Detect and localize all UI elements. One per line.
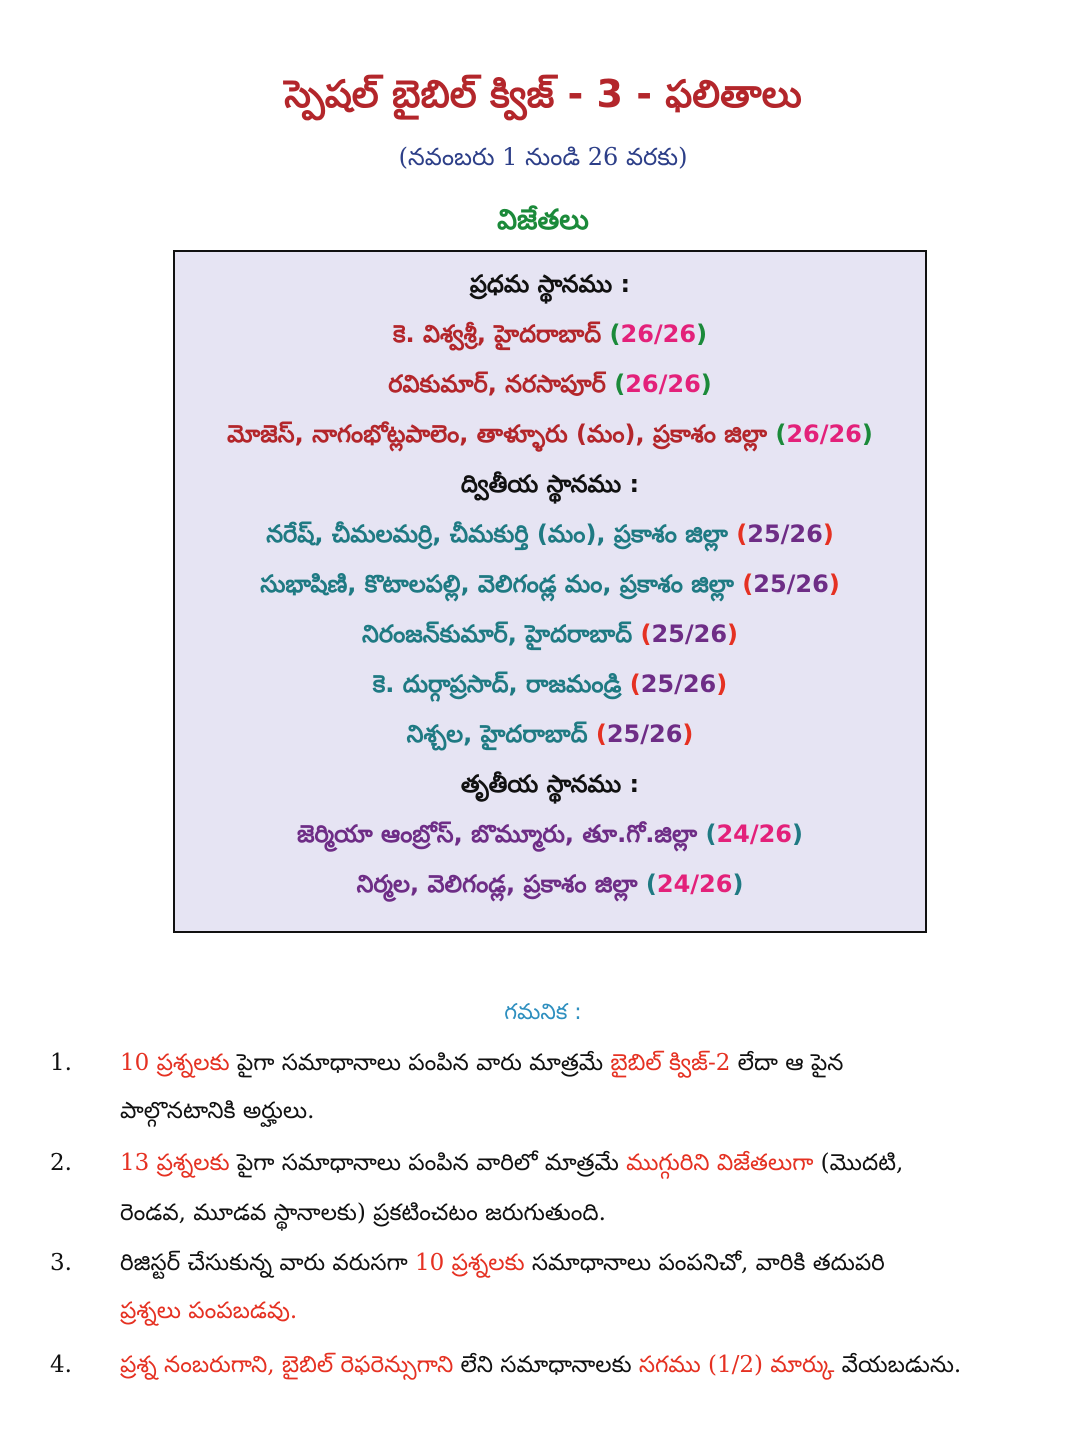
score-close-paren: ) — [696, 320, 708, 348]
winner-name: రవికుమార్, నరసాపూర్ — [388, 370, 606, 398]
score-open-paren: ( — [640, 620, 652, 648]
winner-row — [175, 820, 925, 854]
score-close-paren: ) — [727, 620, 739, 648]
note-highlight: 10 ప్రశ్నలకు — [415, 1250, 525, 1276]
second-place-label: ద్వితీయ స్థానము : — [460, 470, 640, 498]
score-close-paren: ) — [682, 720, 694, 748]
note-line: పాల్గొనటానికి అర్హులు. — [120, 1098, 315, 1124]
note-text: రిజిస్టర్ చేసుకున్న వారు వరుసగా — [120, 1250, 415, 1276]
winner-row — [175, 870, 925, 904]
winner-score: 26/26 — [786, 420, 862, 448]
note-text: సమాధానాలు పంపనిచో, వారికి తదుపరి — [524, 1250, 885, 1276]
note-line — [120, 1352, 961, 1384]
score-open-paren: ( — [595, 720, 607, 748]
winner-row — [175, 320, 925, 354]
winner-row — [175, 670, 925, 704]
winner-name: నిర్మల, వెలిగండ్ల, ప్రకాశం జిల్లా — [356, 870, 638, 898]
score-open-paren: ( — [645, 870, 657, 898]
score-open-paren: ( — [609, 320, 621, 348]
winner-row — [175, 720, 925, 754]
note-text: వేయబడును. — [834, 1352, 962, 1378]
score-open-paren: ( — [775, 420, 787, 448]
note-highlight: బైబిల్ క్విజ్-2 — [610, 1050, 731, 1076]
note-text: పైగా సమాధానాలు పంపిన వారు మాత్రమే — [229, 1050, 611, 1076]
note-highlight: సగము (1/2) మార్కు — [638, 1352, 835, 1378]
winner-name: మోజెస్, నాగంభోట్లపాలెం, తాళ్ళూరు (మం), ప్రకాశం జిల్లా — [227, 420, 767, 448]
winner-score: 24/26 — [716, 820, 792, 848]
score-open-paren: ( — [629, 670, 641, 698]
winner-name: నరేష్, చీమలమర్రి, చీమకుర్తి (మం), ప్రకాశం జిల్లా — [266, 520, 728, 548]
score-close-paren: ) — [700, 370, 712, 398]
winner-score: 25/26 — [753, 570, 829, 598]
winner-row — [175, 420, 925, 454]
winner-name: సుభాషిణి, కొటాలపల్లి, వెలిగండ్ల మం, ప్రకాశం జిల్లా — [260, 570, 734, 598]
winner-score: 24/26 — [656, 870, 733, 898]
score-close-paren: ) — [792, 820, 803, 848]
score-open-paren: ( — [742, 570, 754, 598]
score-close-paren: ) — [828, 570, 840, 598]
winner-row — [175, 370, 925, 404]
winner-score: 25/26 — [747, 520, 823, 548]
score-open-paren: ( — [736, 520, 748, 548]
score-open-paren: ( — [705, 820, 717, 848]
winner-score: 25/26 — [640, 670, 717, 698]
note-number: 3. — [50, 1250, 72, 1276]
note-highlight: 10 ప్రశ్నలకు — [120, 1050, 230, 1076]
note-line — [120, 1150, 903, 1182]
note-number: 2. — [50, 1150, 72, 1176]
note-number: 4. — [50, 1352, 72, 1378]
note-text: లేని సమాధానాలకు — [453, 1352, 639, 1378]
score-close-paren: ) — [822, 520, 834, 548]
note-line: ప్రశ్నలు పంపబడవు. — [120, 1298, 298, 1324]
winner-row — [175, 570, 925, 604]
note-highlight: ముగ్గురిని విజేతలుగా — [626, 1150, 814, 1176]
note-highlight: 13 ప్రశ్నలకు — [120, 1150, 230, 1176]
date-range-subtitle: (నవంబరు 1 నుండి 26 వరకు) — [398, 143, 688, 171]
winners-box — [173, 250, 927, 933]
winner-score: 26/26 — [625, 370, 701, 398]
winner-score: 25/26 — [651, 620, 728, 648]
winner-name: నిశ్చల, హైదరాబాద్ — [406, 720, 588, 748]
note-text: (మొదటి, — [813, 1150, 904, 1176]
score-close-paren: ) — [861, 420, 873, 448]
page-title: స్పెషల్ బైబిల్ క్విజ్ - 3 - ఫలితాలు — [284, 72, 802, 116]
winner-name: కె. విశ్వశ్రీ, హైదరాబాద్ — [392, 320, 602, 348]
note-line — [120, 1050, 843, 1082]
winners-heading: విజేతలు — [497, 203, 589, 236]
winner-name: జెర్మియా ఆంబ్రోస్, బొమ్మూరు, తూ.గో.జిల్లా — [297, 820, 698, 848]
winner-score: 25/26 — [606, 720, 683, 748]
note-heading: గమనిక : — [504, 1000, 582, 1025]
winner-name: నిరంజన్‌కుమార్, హైదరాబాద్ — [361, 620, 633, 648]
first-place-label: ప్రధమ స్థానము : — [469, 270, 631, 298]
score-open-paren: ( — [614, 370, 626, 398]
score-close-paren: ) — [732, 870, 744, 898]
winner-name: కె. దుర్గాప్రసాద్, రాజమండ్రి — [372, 670, 622, 698]
note-line: రెండవ, మూడవ స్థానాలకు) ప్రకటించటం జరుగుతుంది. — [120, 1200, 606, 1226]
note-highlight: ప్రశ్న నంబరుగాని, బైబిల్ రెఫరెన్సుగాని — [120, 1352, 454, 1378]
third-place-label: తృతీయ స్థానము : — [460, 770, 640, 798]
winner-row — [175, 620, 925, 654]
score-close-paren: ) — [716, 670, 728, 698]
note-text: లేదా ఆ పైన — [730, 1050, 844, 1076]
note-number: 1. — [50, 1050, 72, 1076]
winner-score: 26/26 — [620, 320, 697, 348]
note-text: పైగా సమాధానాలు పంపిన వారిలో మాత్రమే — [229, 1150, 627, 1176]
winner-row — [175, 520, 925, 554]
note-line — [120, 1250, 885, 1282]
